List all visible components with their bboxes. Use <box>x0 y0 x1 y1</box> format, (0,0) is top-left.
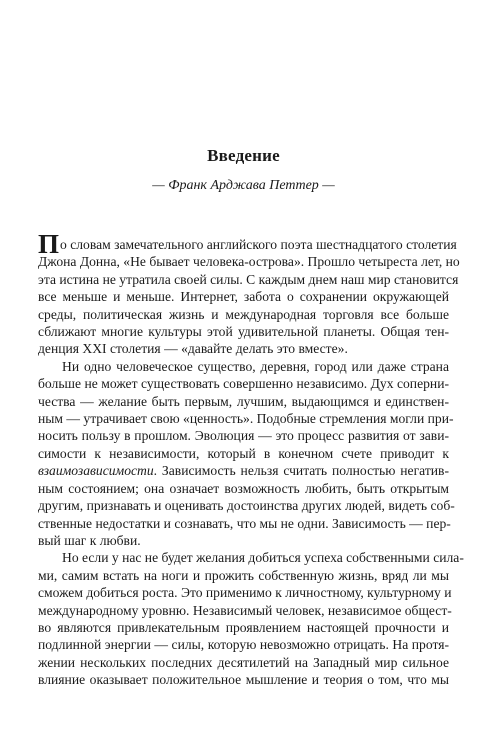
text-line: влияние оказывает положительное мышление и теория о том, что мы <box>38 672 449 688</box>
text-line: подлинной энергии — силы, которую невозможно отрицать. На протя- <box>38 637 449 653</box>
text-line: международному уровню. Независимый человек, независимое общест- <box>38 602 452 618</box>
paragraph-1 <box>38 229 460 358</box>
text-line: ми, самим встать на ноги и прожить собственную жизнь, вряд ли мы <box>38 567 449 583</box>
text-line: Но если у нас не будет желания добиться успеха собственными сила- <box>62 550 464 566</box>
text-line: взаимозависимости. Зависимость нельзя считать полностью негатив- <box>38 463 449 479</box>
text-line: все меньше и меньше. Интернет, забота о сохранении окружающей <box>38 289 449 305</box>
text-line: сможем добиться роста. Это применимо к личностному, культурному и <box>38 585 452 601</box>
paragraph-3 <box>38 549 464 688</box>
text-line: другим, признавать и оценивать достоинства других людей, видеть соб- <box>38 498 455 514</box>
text-line: ным — утрачивает свою «ценность». Подобные стремления могли при- <box>38 411 454 427</box>
text-line: симости к независимости, который в конечном счете приводит к <box>38 445 449 461</box>
chapter-title: Введение <box>207 146 280 165</box>
text-line: ственные недостатки и сознавать, что мы не одни. Зависимость — пер- <box>38 515 451 531</box>
text-line: носить пользу в прошлом. Эволюция — это процесс развития от зави- <box>38 428 449 444</box>
emphasis-term: взаимозависимости <box>38 463 154 479</box>
drop-cap: П <box>38 229 60 259</box>
text-line: во являются привлекательным проявлением настоящей прочности и <box>38 619 449 635</box>
text-line: жении нескольких последних десятилетий на Западный мир сильное <box>38 654 449 670</box>
text-line: вый шаг к любви. <box>38 532 141 548</box>
text-line: По словам замечательного английского поэта шестнадцатого столетия <box>38 229 457 259</box>
text-line: Джона Донна, «Не бывает человека-острова». Прошло четыреста лет, но <box>38 254 460 270</box>
text-line: ным состоянием; она означает возможность любить, быть открытым <box>38 480 449 496</box>
chapter-epigraph: — Франк Арджава Петтер — <box>152 178 335 193</box>
text-line: эта истина не утратила своей силы. С каждым днем наш мир становится <box>38 271 459 287</box>
text-line: среды, политическая жизнь и международная торговля все больше <box>38 306 449 322</box>
text-line: денция XXI столетия — «давайте делать это вместе». <box>38 341 348 357</box>
text-line: Ни одно человеческое существо, деревня, город или даже страна <box>62 358 449 374</box>
paragraph-2 <box>38 358 455 549</box>
text-line: чества — желание быть первым, лучшим, выдающимся и единствен- <box>38 393 449 409</box>
text-line: больше не может существовать совершенно независимо. Дух соперни- <box>38 376 449 392</box>
text-line: сближают многие культуры этой удивительной планеты. Общая тен- <box>38 324 449 340</box>
body-text <box>38 229 464 689</box>
